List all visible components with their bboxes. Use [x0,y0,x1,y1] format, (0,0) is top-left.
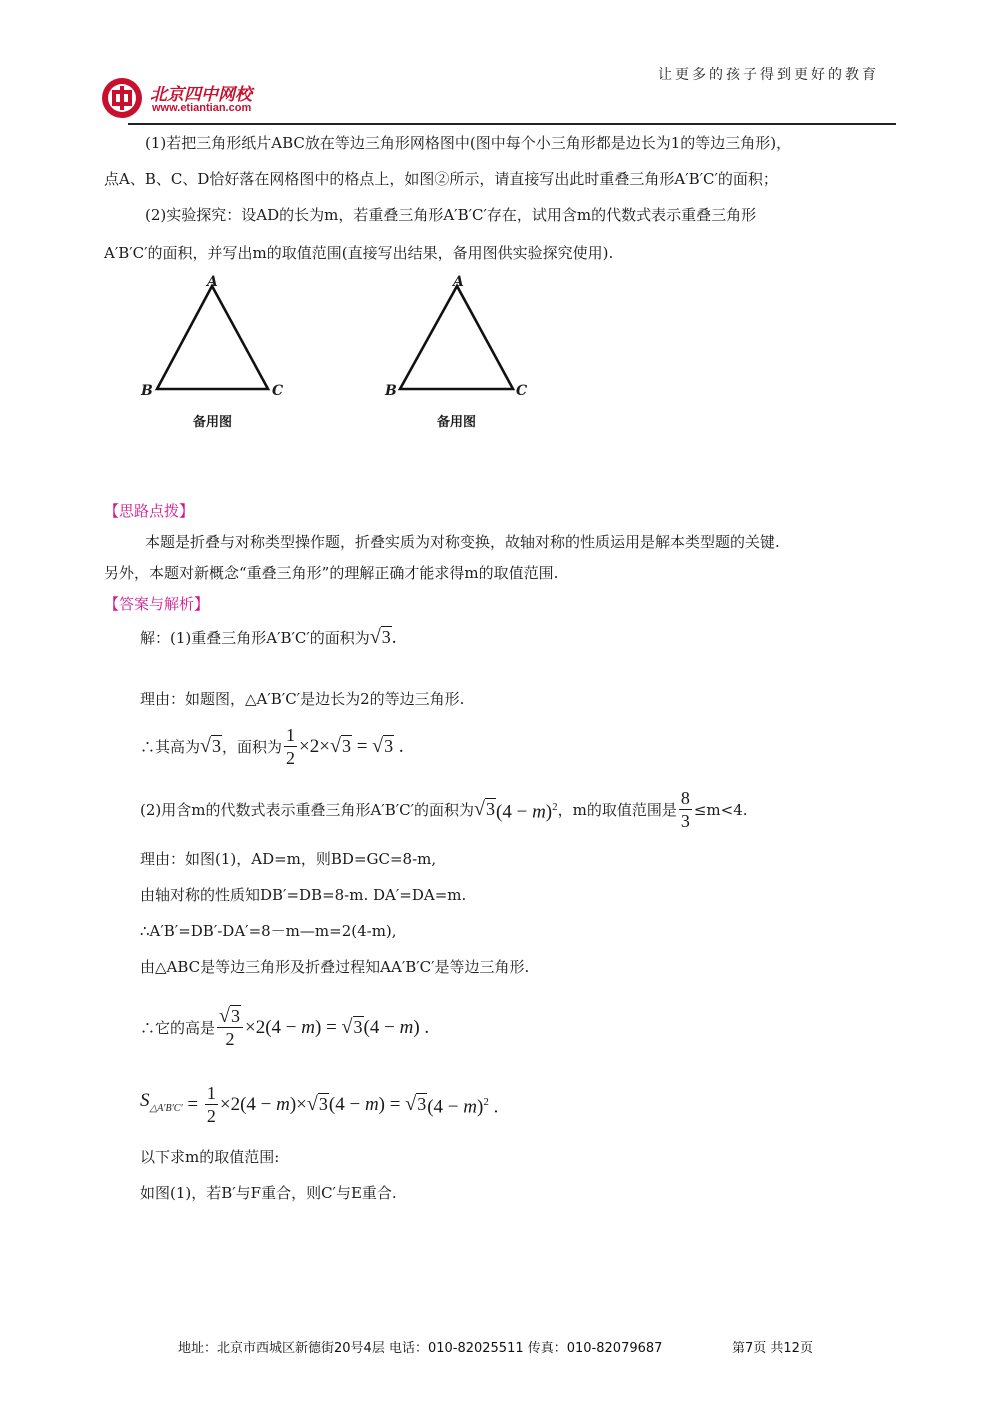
area-symbol: $S_{\triangle A'B'C'}$ [140,1089,183,1114]
problem-part1-line1: (1)若把三角形纸片ABC放在等边三角形网格图中(图中每个小三角形都是边长为1的等边三角形)， [145,134,792,152]
solution-part2-suffix: ≤m<4. [693,800,748,819]
hint-line2: 另外，本题对新概念“重叠三角形”的理解正确才能求得m的取值范围. [104,564,559,582]
fraction-one-half: $\frac{1}{2}$ [286,725,296,768]
triangle-abc-figure-1 [135,272,295,392]
solution-part2-mid: ，m的取值范围是 [557,800,677,819]
fraction-eight-thirds: $\frac{8}{3}$ [680,788,690,831]
figure-1-label-a: A [207,274,218,290]
footer-page: 第7页 共12页 [732,1341,813,1356]
logo-url: www.etiantian.com [152,102,252,114]
figure-1-caption: 备用图 [193,415,233,430]
reason2-line1: 理由：如图(1)，AD=m，则BD=GC=8-m, [140,850,437,868]
figure-2-label-b: B [385,383,397,399]
fraction-one-half-area: $\frac{1}{2}$ [206,1083,216,1126]
hint-title: 【思路点拨】 [104,502,195,520]
answer-title: 【答案与解析】 [104,595,210,613]
sqrt3-value: √3 [369,626,391,648]
height-prefix: ∴其高为 [140,737,201,756]
figure-2-label-c: C [516,383,528,399]
triangle-abc-figure-2 [380,272,540,392]
area-expression-sqrt: √3 [474,798,496,820]
reason2-line2: 由轴对称的性质知DB′=DB=8-m. DA′=DA=m. [140,886,467,904]
solution-part1-text: 解：(1)重叠三角形A′B′C′的面积为 [140,629,370,647]
solution-part2: (2)用含m的代数式表示重叠三角形A′B′C′的面积为 √3 $(4 - m)^2$ ，m的取值范围是 $\frac{8}{3}$ ≤m<4. [140,788,748,831]
footer-address: 地址：北京市西城区新德街20号4层 电话：010-82025511 传真：010-82079687 [178,1341,663,1356]
height2-prefix: ∴它的高是 [140,1018,216,1037]
figure-2-label-a: A [453,274,464,290]
sqrt3-result: √3 [372,735,394,757]
range-intro: 以下求m的取值范围: [140,1148,280,1166]
hint-line1: 本题是折叠与对称类型操作题，折叠实质为对称变换，故轴对称的性质运用是解本类型题的关键. [145,533,780,551]
height2-sqrt: √3 [341,1016,363,1038]
reason2-line4: 由△ABC是等边三角形及折叠过程知AA′B′C′是等边三角形. [140,958,530,976]
reason1: 理由：如题图，△A′B′C′是边长为2的等边三角形. [140,690,465,708]
reason2-line3: ∴A′B′=DB′-DA′=8－m—m=2(4-m), [140,922,397,940]
area-sqrt-b: √3 [405,1093,427,1115]
area-sqrt-a: √3 [306,1093,328,1115]
figure-1-label-c: C [272,383,284,399]
figure-2 [380,272,540,432]
area-mid: ，面积为 [222,737,283,756]
height2-line: ∴它的高是 $\frac{√3}{2}$ ×2(4 − m) = √3 (4 − m) . [140,1005,430,1049]
last-line: 如图(1)，若B′与F重合，则C′与E重合. [140,1184,397,1202]
sqrt3-factor: √3 [329,735,351,757]
height-area-line: ∴其高为 √3 ，面积为 $\frac{1}{2}$ ×2× √3 = √3 . [140,725,404,768]
problem-part1-line2: 点A、B、C、D恰好落在网格图中的格点上，如图②所示，请直接写出此时重叠三角形A′B′C′的面积； [104,170,778,188]
solution-part2-text: (2)用含m的代数式表示重叠三角形A′B′C′的面积为 [140,800,475,819]
problem-part2-line2: A′B′C′的面积，并写出m的取值范围(直接写出结果，备用图供实验探究使用). [104,244,614,262]
solution-part1: 解：(1)重叠三角形A′B′C′的面积为√3. [140,626,397,648]
problem-part2-line1: (2)实验探究：设AD的长为m，若重叠三角形A′B′C′存在，试用含m的代数式表示重叠三角形 [145,206,757,224]
figure-1 [135,272,295,432]
sqrt3-height: √3 [200,735,221,757]
fraction-sqrt3-over-2: $\frac{√3}{2}$ [217,1005,243,1050]
logo-wordmark: 北京四中网校 [150,85,252,105]
figure-1-label-b: B [141,383,153,399]
header-slogan: 让更多的孩子得到更好的教育 [658,67,879,83]
figure-2-caption: 备用图 [437,415,477,430]
area-formula-line: $S_{\triangle A'B'C'}$ = $\frac{1}{2}$ ×2(4 − m)× √3 (4 − m) = √3 $(4 - m)^2$ . [140,1083,499,1126]
logo [100,76,300,122]
header-rule [128,123,896,125]
